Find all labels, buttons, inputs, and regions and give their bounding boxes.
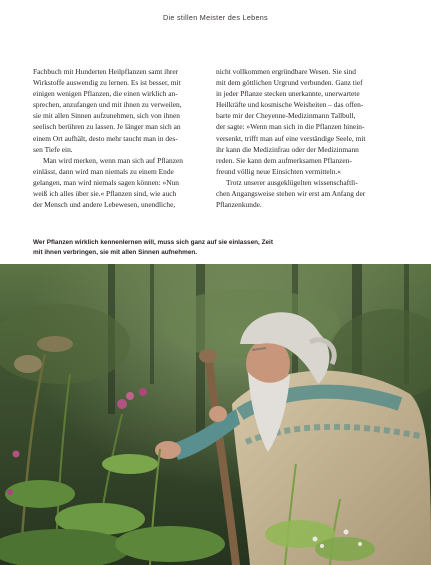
left-paragraph-2 — [33, 155, 213, 210]
text-line: Heilkräfte und kosmische Weisheiten – das offen- — [216, 100, 364, 110]
caption-line: Wer Pflanzen wirklich kennenlernen will, muss sich ganz auf sie einlassen, Zeit — [33, 239, 273, 246]
text-line: ihr kann die Medizinfrau oder der Medizinmann — [216, 144, 359, 154]
text-line: Trotz unserer ausgeklügelten wissenschaftli- — [226, 177, 358, 187]
text-line: seelisch berühren zu lassen. Je länger man sich an — [33, 122, 181, 132]
text-line: freund völlig neue Einsichten vermitteln.« — [216, 166, 341, 176]
text-line: sprechen, anzufangen und mit ihnen zu verweilen, — [33, 100, 182, 110]
text-line: Pflanzenkunde. — [216, 200, 262, 210]
text-line: in jeder Pflanze stecken unerkannte, unerwartete — [216, 89, 360, 99]
text-line: sen Tiefe ein. — [33, 144, 73, 154]
text-line: barte mir der Cheyenne-Medizinmann Tallbull, — [216, 111, 356, 121]
left-paragraph-1 — [33, 66, 213, 155]
text-line: einigen wenigen Pflanzen, die einen wirklich an- — [33, 89, 178, 99]
photo-illustration — [0, 264, 431, 565]
text-line: der Mensch und andere Lebewesen, unendliche, — [33, 200, 176, 210]
text-line: reden. Sie kann dem aufmerksamen Pflanzen- — [216, 155, 352, 165]
photo-old-man-with-plants — [0, 264, 431, 565]
text-line: weiß ich alles über sie.« Pflanzen sind, wie auch — [33, 189, 177, 199]
photo-caption — [33, 238, 363, 258]
text-line: versenkt, trifft man auf eine verständige Seele, mit — [216, 133, 366, 143]
text-line: gelangen, man wird niemals sagen können: »Nun — [33, 177, 179, 187]
text-line: Wirkstoffe auswendig zu lernen. Es ist besser, mit — [33, 78, 181, 88]
caption-line: mit ihnen verbringen, sie mit allen Sinnen aufnehmen. — [33, 249, 198, 256]
text-line: einem Ort aufhält, desto mehr taucht man in des- — [33, 133, 178, 143]
text-line: der sagte: »Wenn man sich in die Pflanzen hinein- — [216, 122, 365, 132]
right-column — [216, 66, 394, 210]
text-line: Fachbuch mit Hunderten Heilpflanzen samt ihrer — [33, 67, 179, 76]
text-line: chen Angangsweise stehen wir erst am Anfang der — [216, 189, 366, 199]
left-column — [33, 66, 213, 210]
right-paragraph-2 — [216, 177, 394, 210]
right-paragraph-1 — [216, 66, 394, 177]
running-head: Die stillen Meister des Lebens — [163, 13, 268, 22]
text-line: sie mit allen Sinnen aufzunehmen, sich von ihnen — [33, 111, 180, 121]
text-line: nicht vollkommen ergründbare Wesen. Sie sind — [216, 67, 356, 76]
text-line: mit dem göttlichen Urgrund verbunden. Ganz tief — [216, 78, 363, 88]
text-line: Man wird merken, wenn man sich auf Pflanzen — [43, 155, 183, 165]
text-line: einlässt, dann wird man niemals zu einem Ende — [33, 166, 174, 176]
